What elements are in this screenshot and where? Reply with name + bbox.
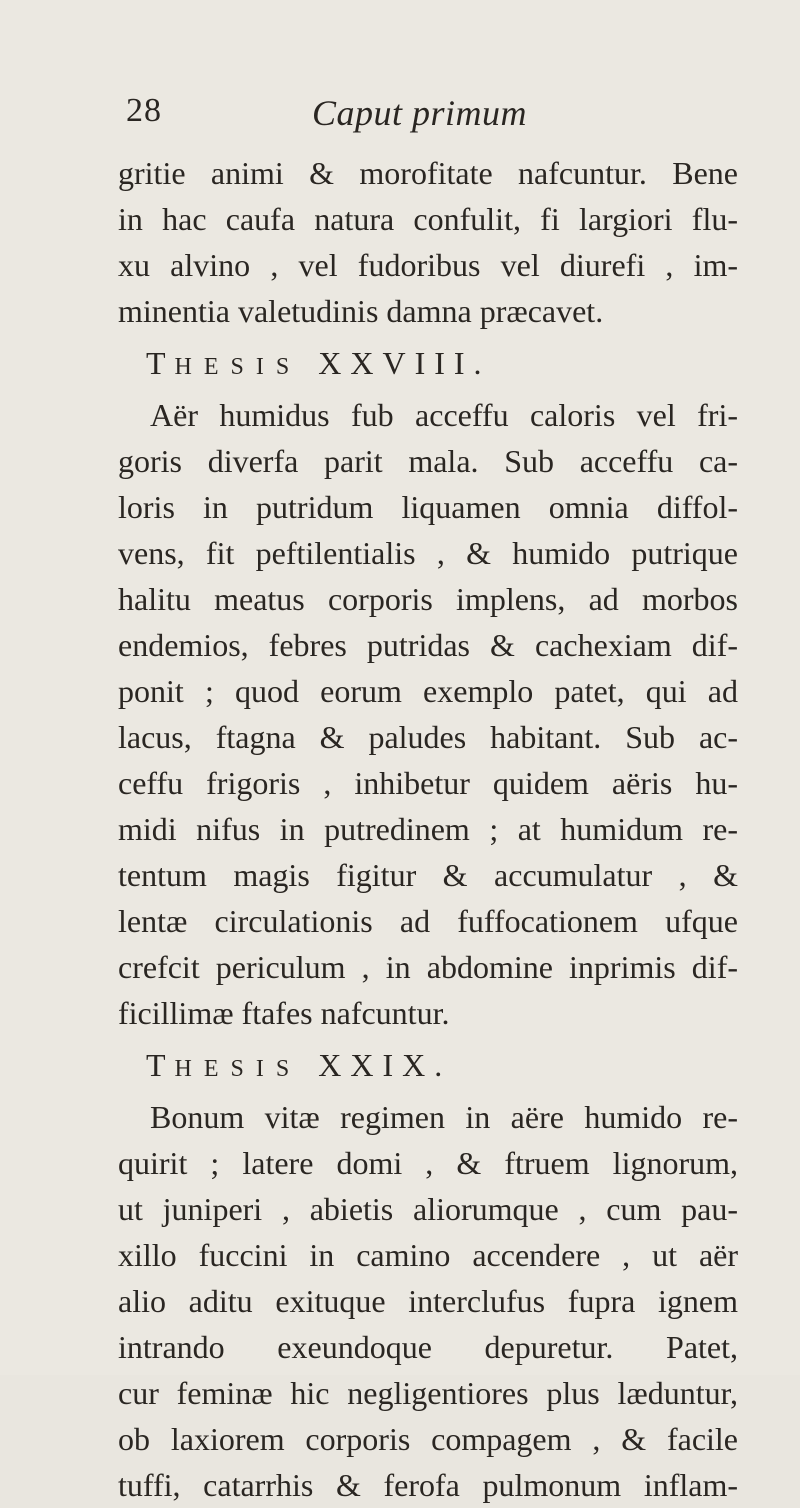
- heading-initial: T: [146, 345, 175, 381]
- text-line: halitu meatus corporis implens, ad morbos: [118, 581, 738, 617]
- text-line: xillo fuccini in camino accendere , ut aër: [118, 1237, 738, 1273]
- heading-numeral: XXVIII.: [318, 345, 491, 381]
- heading-initial: T: [146, 1047, 175, 1083]
- page-header: [0, 92, 800, 142]
- text-line: loris in putridum liquamen omnia diffol-: [118, 489, 738, 525]
- thesis-heading: [118, 334, 738, 392]
- text-line: ponit ; quod eorum exemplo patet, qui ad: [118, 673, 738, 709]
- text-line: Aër humidus fub acceffu caloris vel fri-: [150, 397, 738, 433]
- text-line: cur feminæ hic negligentiores plus læduntur,: [118, 1375, 738, 1411]
- running-head: Caput primum: [312, 93, 528, 133]
- text-line: ut juniperi , abietis aliorumque , cum pau-: [118, 1191, 738, 1227]
- page-number: 28: [126, 92, 162, 129]
- text-line: intrando exeundoque depuretur. Patet,: [118, 1329, 738, 1365]
- text-line: crefcit periculum , in abdomine inprimis dif-: [118, 949, 738, 985]
- text-line: vens, fit peftilentialis , & humido putrique: [118, 535, 738, 571]
- text-line: midi nifus in putredinem ; at humidum re-: [118, 811, 738, 847]
- text-line: tentum magis figitur & accumulatur , &: [118, 857, 738, 893]
- heading-smallcaps: HESIS: [174, 354, 302, 380]
- thesis-heading: [118, 1036, 738, 1094]
- text-line: ficillimæ ftafes nafcuntur.: [118, 995, 450, 1031]
- text-line: quirit ; latere domi , & ftruem lignorum,: [118, 1145, 738, 1181]
- text-line: endemios, febres putridas & cachexiam dif-: [118, 627, 738, 663]
- text-line: ob laxiorem corporis compagem , & facile: [118, 1421, 738, 1457]
- text-line: lentæ circulationis ad fuffocationem ufque: [118, 903, 738, 939]
- text-line: Bonum vitæ regimen in aëre humido re-: [150, 1099, 738, 1135]
- text-line: minentia valetudinis damna præcavet.: [118, 293, 604, 329]
- text-line: lacus, ftagna & paludes habitant. Sub ac-: [118, 719, 738, 755]
- text-line: in hac caufa natura confulit, fi largiori flu-: [118, 201, 738, 237]
- heading-numeral: XXIX.: [318, 1047, 452, 1083]
- heading-smallcaps: HESIS: [174, 1056, 302, 1082]
- text-line: goris diverfa parit mala. Sub acceffu ca-: [118, 443, 738, 479]
- text-line: alio aditu exituque interclufus fupra ignem: [118, 1283, 738, 1319]
- text-line: tuffi, catarrhis & ferofa pulmonum inflam-: [118, 1467, 738, 1503]
- text-line: gritie animi & morofitate nafcuntur. Bene: [118, 155, 738, 191]
- text-line: xu alvino , vel fudoribus vel diurefi , im-: [118, 247, 738, 283]
- text-line: ceffu frigoris , inhibetur quidem aëris hu-: [118, 765, 738, 801]
- body-text: [118, 150, 738, 1508]
